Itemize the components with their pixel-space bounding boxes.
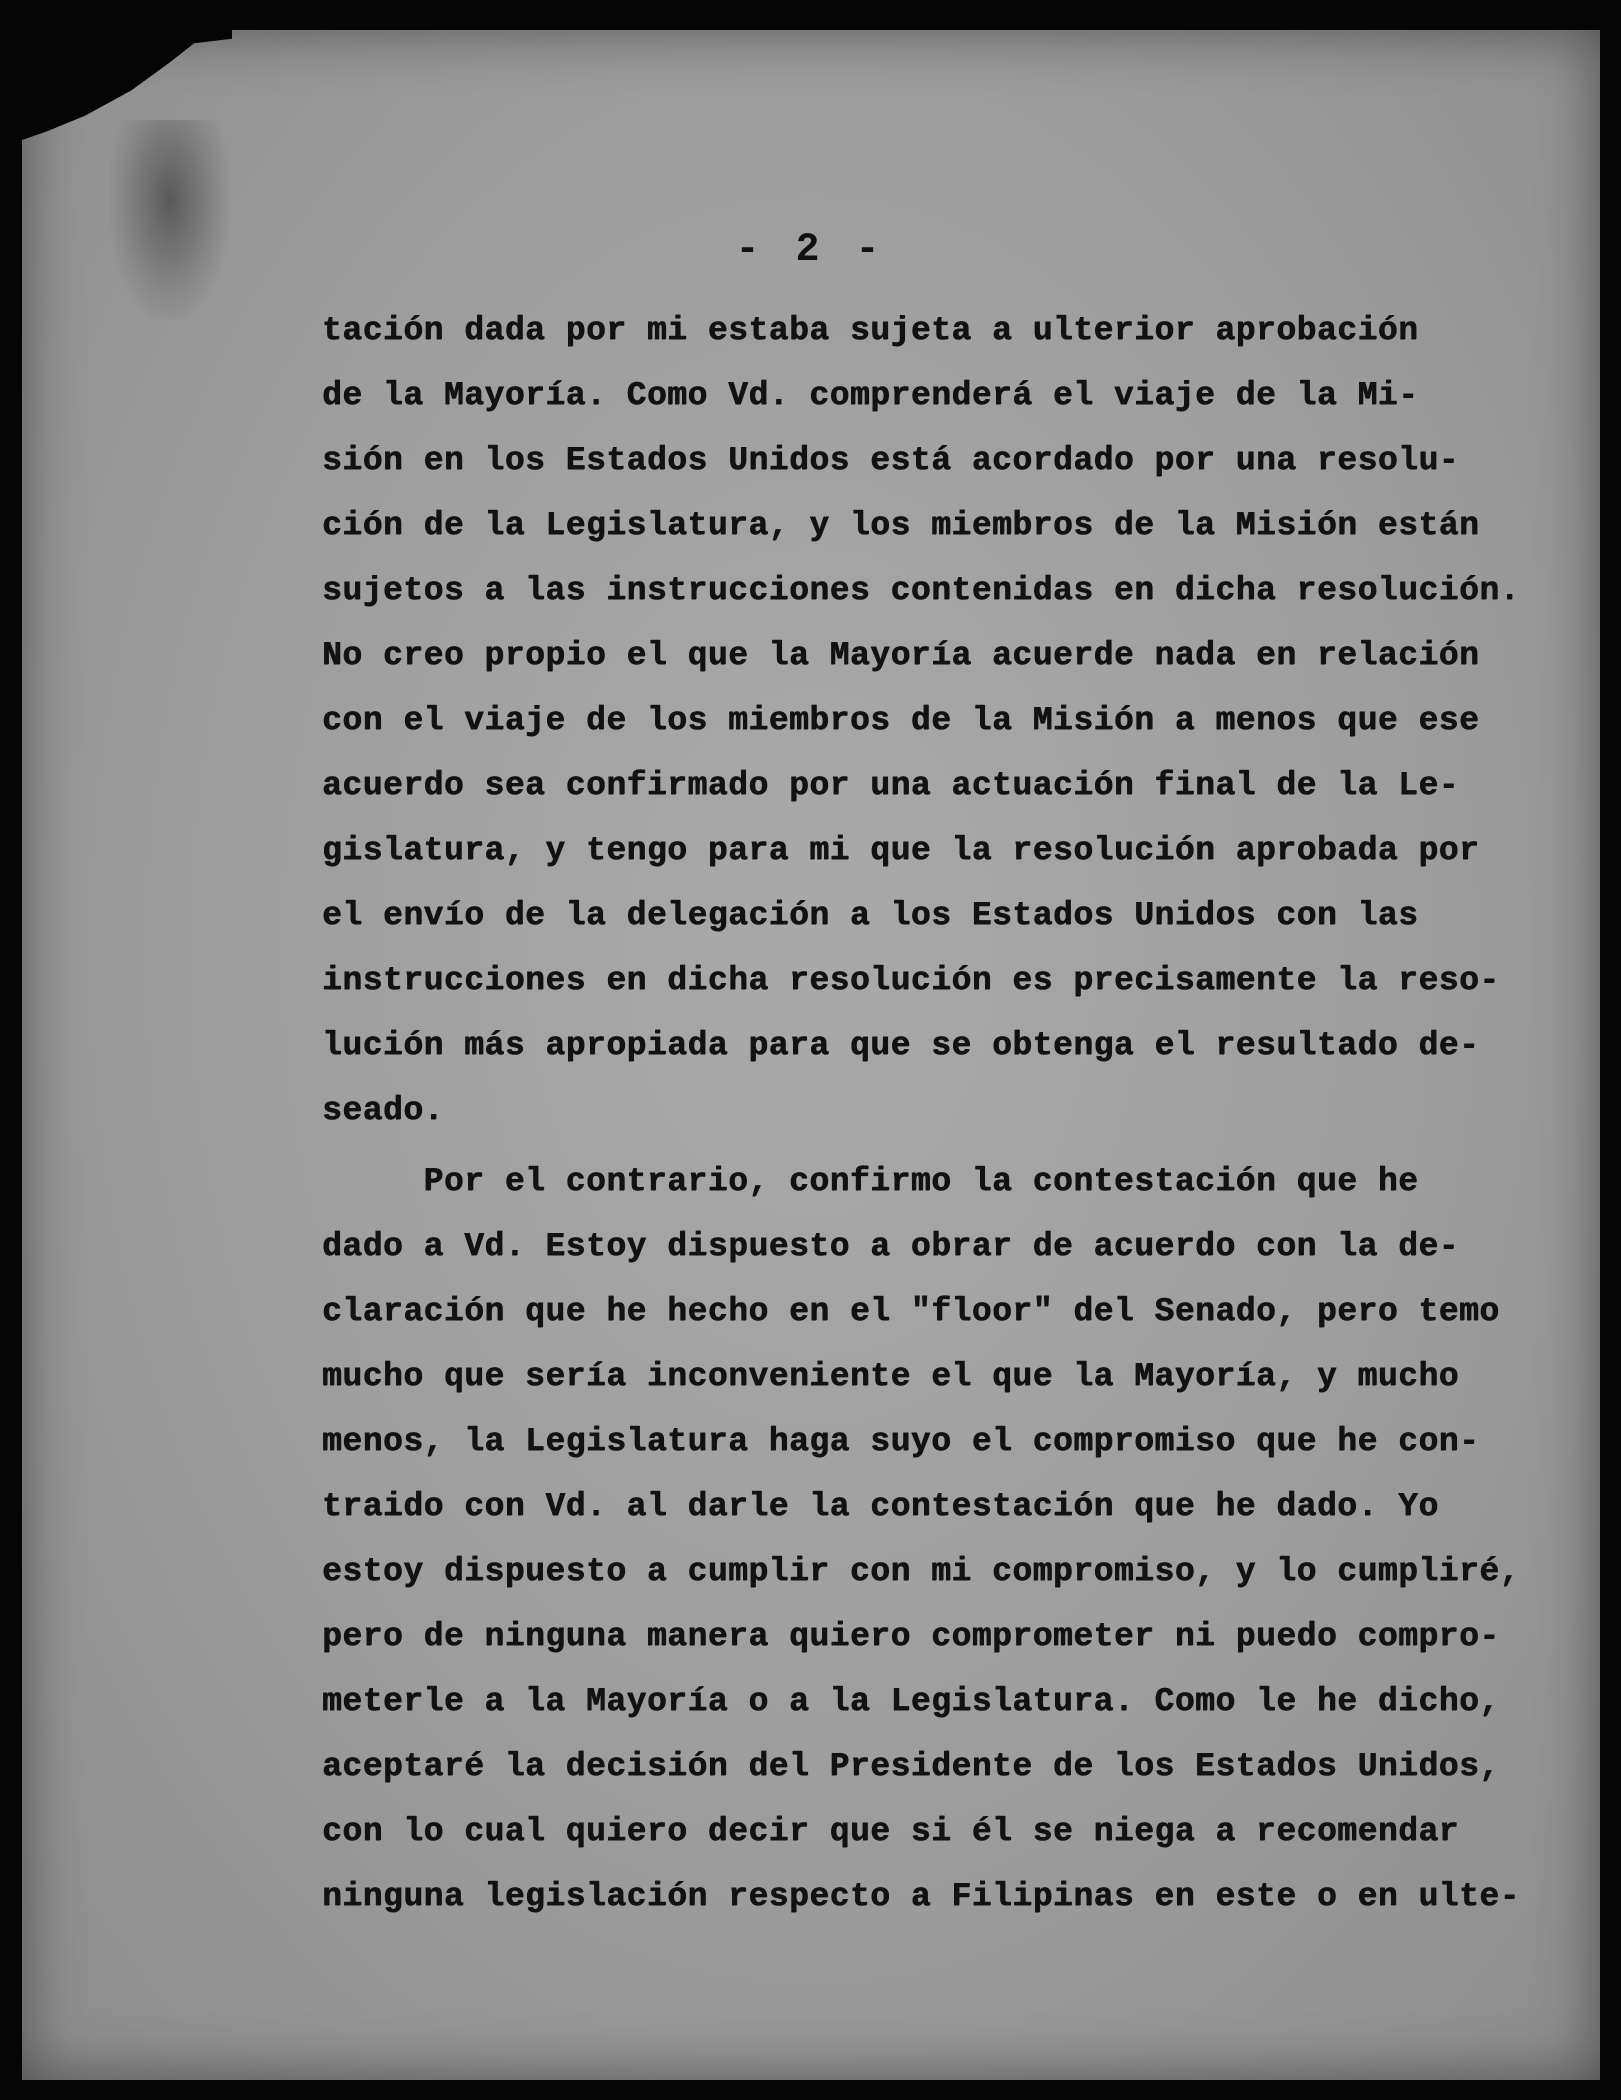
text-line: aceptaré la decisión del Presidente de los Estados Unidos, xyxy=(322,1748,1500,1785)
text-line: instrucciones en dicha resolución es precisamente la reso- xyxy=(322,962,1500,999)
page-number: - 2 - xyxy=(735,228,886,273)
text-line: Por el contrario, confirmo la contestación que he xyxy=(322,1163,1419,1200)
text-line: estoy dispuesto a cumplir con mi compromiso, y lo cumpliré, xyxy=(322,1553,1520,1590)
text-line: ninguna legislación respecto a Filipinas en este o en ulte- xyxy=(322,1878,1520,1915)
text-line: sión en los Estados Unidos está acordado por una resolu- xyxy=(322,442,1459,479)
text-line: seado. xyxy=(322,1092,444,1129)
text-line: lución más apropiada para que se obtenga el resultado de- xyxy=(322,1027,1480,1064)
text-line: sujetos a las instrucciones contenidas en dicha resolución. xyxy=(322,572,1520,609)
text-line: tación dada por mi estaba sujeta a ulterior aprobación xyxy=(322,312,1419,349)
text-line: gislatura, y tengo para mi que la resolución aprobada por xyxy=(322,832,1480,869)
letter-body xyxy=(322,298,1520,1929)
page-stain xyxy=(110,120,230,320)
text-line: mucho que sería inconveniente el que la Mayoría, y mucho xyxy=(322,1358,1459,1395)
text-line: ción de la Legislatura, y los miembros de la Misión están xyxy=(322,507,1480,544)
text-line: meterle a la Mayoría o a la Legislatura. Como le he dicho, xyxy=(322,1683,1500,1720)
text-line: claración que he hecho en el "floor" del Senado, pero temo xyxy=(322,1293,1500,1330)
text-line: con lo cual quiero decir que si él se niega a recomendar xyxy=(322,1813,1459,1850)
text-line: No creo propio el que la Mayoría acuerde nada en relación xyxy=(322,637,1480,674)
text-line: traido con Vd. al darle la contestación que he dado. Yo xyxy=(322,1488,1439,1525)
text-line: pero de ninguna manera quiero comprometer ni puedo compro- xyxy=(322,1618,1500,1655)
text-line: de la Mayoría. Como Vd. comprenderá el viaje de la Mi- xyxy=(322,377,1419,414)
text-line: dado a Vd. Estoy dispuesto a obrar de acuerdo con la de- xyxy=(322,1228,1459,1265)
text-line: acuerdo sea confirmado por una actuación final de la Le- xyxy=(322,767,1459,804)
text-line: el envío de la delegación a los Estados Unidos con las xyxy=(322,897,1419,934)
text-line: con el viaje de los miembros de la Misión a menos que ese xyxy=(322,702,1480,739)
text-line: menos, la Legislatura haga suyo el compromiso que he con- xyxy=(322,1423,1480,1460)
